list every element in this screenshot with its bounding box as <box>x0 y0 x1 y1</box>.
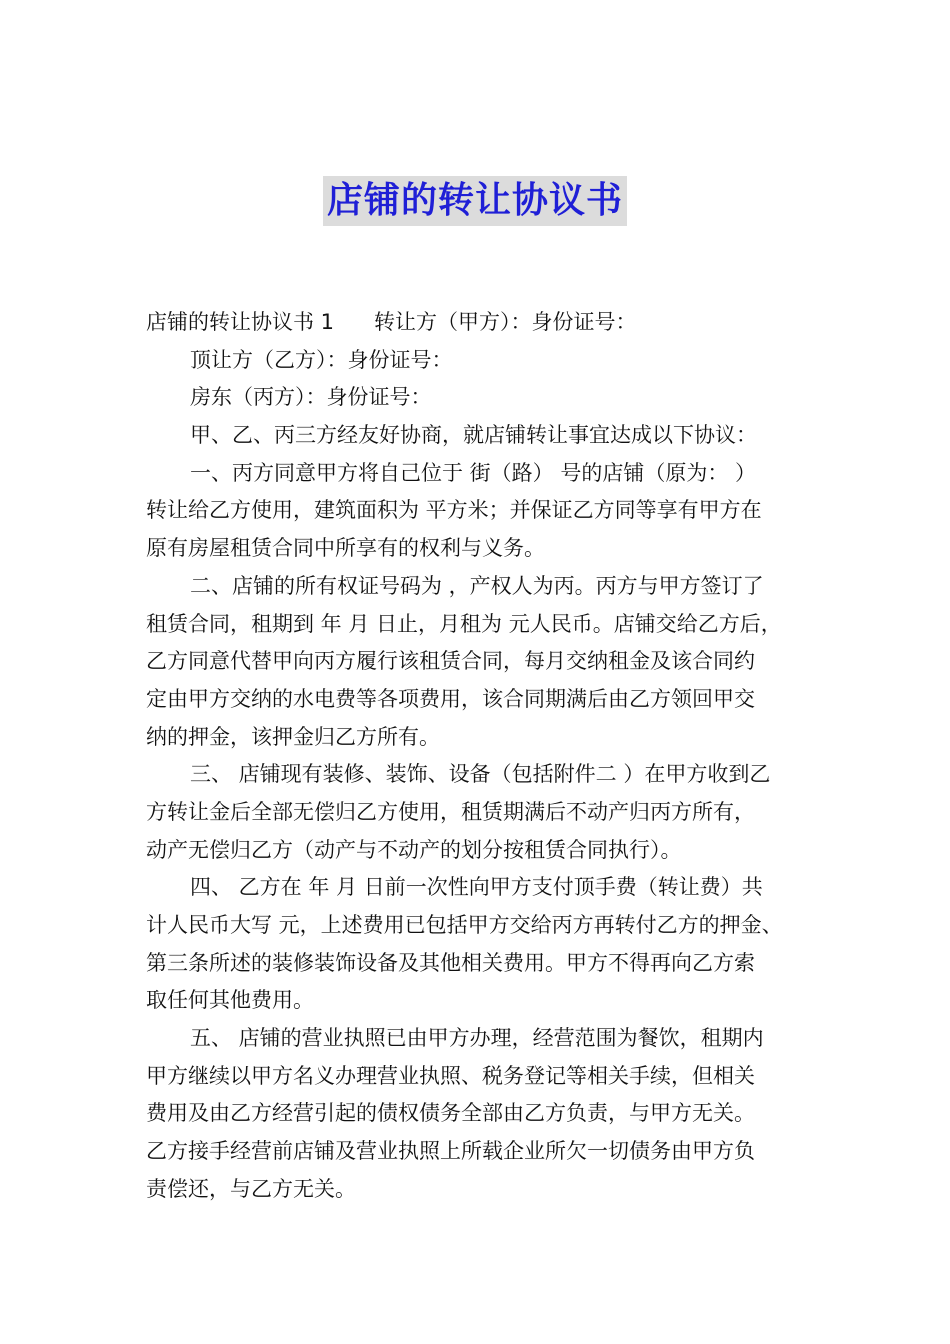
paragraph-line: 甲方继续以甲方名义办理营业执照、税务登记等相关手续，但相关 <box>146 1063 755 1088</box>
paragraph-line: 二、店铺的所有权证号码为 ，产权人为丙。丙方与甲方签订了 <box>190 573 764 598</box>
header-line <box>146 304 810 342</box>
paragraph-line: 四、 乙方在 年 月 日前一次性向甲方支付顶手费（转让费）共 <box>190 875 763 900</box>
document-title: 店铺的转让协议书 <box>323 176 627 226</box>
paragraph-line: 乙方接手经营前店铺及营业执照上所载企业所欠一切债务由甲方负 <box>146 1139 755 1164</box>
paragraph-line: 原有房屋租赁合同中所享有的权利与义务。 <box>146 536 545 561</box>
paragraph-line: 五、 店铺的营业执照已由甲方办理，经营范围为餐饮，租期内 <box>190 1026 764 1051</box>
paragraph-line: 顶让方（乙方）：身份证号： <box>190 347 453 372</box>
paragraph-line: 一、丙方同意甲方将自己位于 街（路） 号的店铺（原为： ） <box>190 460 757 485</box>
header-line-left: 店铺的转让协议书 1 <box>146 310 335 334</box>
paragraph-line: 乙方同意代替甲向丙方履行该租赁合同，每月交纳租金及该合同约 <box>146 649 755 674</box>
paragraph-line: 动产无偿归乙方（动产与不动产的划分按租赁合同执行）。 <box>146 837 682 862</box>
paragraph-line: 纳的押金，该押金归乙方所有。 <box>146 724 440 749</box>
header-line-right: 转让方（甲方）：身份证号： <box>374 310 637 334</box>
title-container <box>0 176 950 226</box>
paragraph-line: 转让给乙方使用，建筑面积为 平方米；并保证乙方同等享有甲方在 <box>146 498 762 523</box>
paragraph-line: 定由甲方交纳的水电费等各项费用，该合同期满后由乙方领回甲交 <box>146 686 755 711</box>
paragraph-line: 责偿还，与乙方无关。 <box>146 1176 356 1201</box>
paragraph-line: 甲、乙、丙三方经友好协商，就店铺转让事宜达成以下协议： <box>190 423 757 448</box>
paragraph-line: 取任何其他费用。 <box>146 988 314 1013</box>
paragraph-line: 房东（丙方）：身份证号： <box>190 385 432 410</box>
paragraph-line: 三、 店铺现有装修、装饰、设备（包括附件二 ）在甲方收到乙 <box>190 762 771 787</box>
paragraph-line: 费用及由乙方经营引起的债权债务全部由乙方负责，与甲方无关。 <box>146 1101 755 1126</box>
paragraph-line: 租赁合同，租期到 年 月 日止，月租为 元人民币。店铺交给乙方后， <box>146 611 782 636</box>
paragraph-line: 第三条所述的装修装饰设备及其他相关费用。甲方不得再向乙方索 <box>146 950 755 975</box>
document-body <box>146 304 810 1209</box>
paragraph-line: 方转让金后全部无偿归乙方使用，租赁期满后不动产归丙方所有， <box>146 799 755 824</box>
paragraph-line: 计人民币大写 元，上述费用已包括甲方交给丙方再转付乙方的押金、 <box>146 913 783 937</box>
